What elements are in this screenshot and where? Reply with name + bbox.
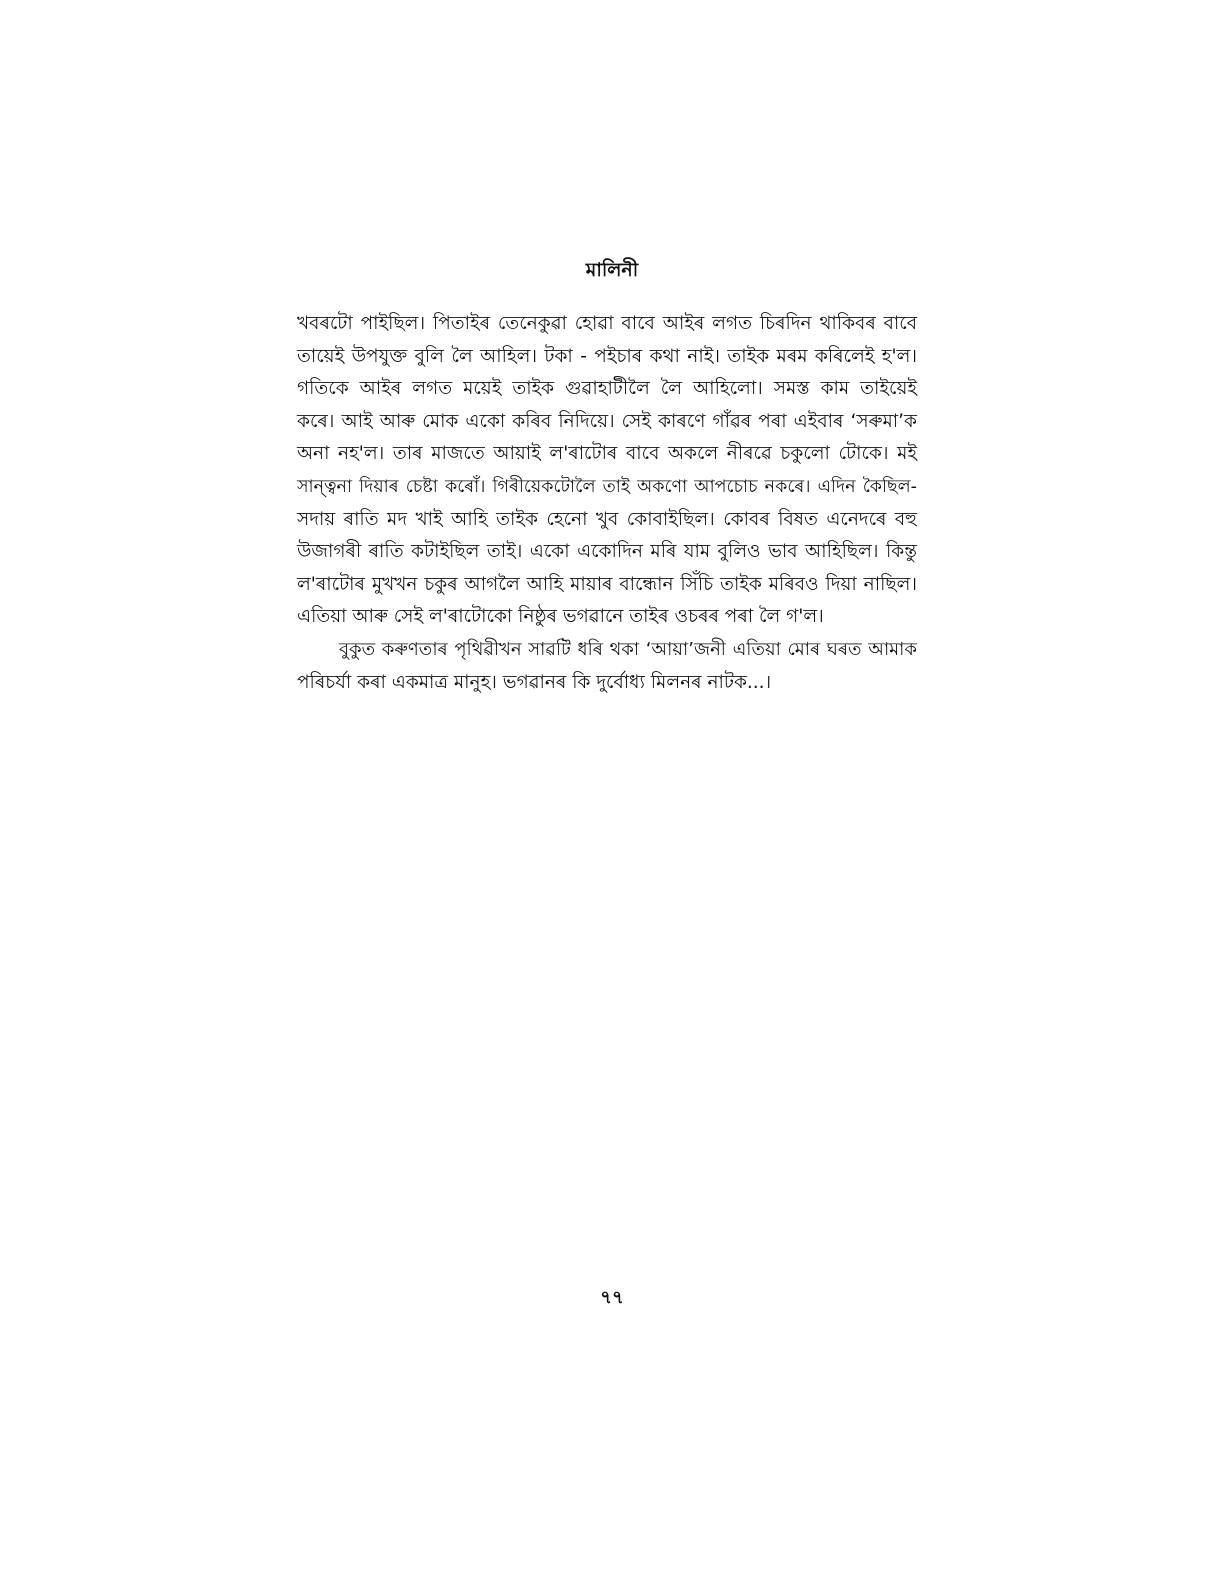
body-text xyxy=(297,308,917,699)
text-line: সদায় ৰাতি মদ খাই আহি তাইক হেনো খুব কোবাইছিল। কোবৰ বিষত এনেদৰে বহু xyxy=(297,508,917,530)
text-line: গতিকে আইৰ লগত ময়েই তাইক গুৱাহাটীলৈ লৈ আহিলো। সমস্ত কাম তাইয়েই xyxy=(297,378,917,400)
paragraph-1 xyxy=(297,308,917,634)
running-head-title: মালিনী xyxy=(585,259,639,281)
text-line: কৰে। আই আৰু মোক একো কৰিব নিদিয়ে। সেই কাৰণে গাঁৱৰ পৰা এইবাৰ ‘সৰুমা’ক xyxy=(297,410,917,432)
text-line: এতিয়া আৰু সেই ল'ৰাটোকো নিষ্ঠুৰ ভগৱানে তাইৰ ওচৰৰ পৰা লৈ গ'ল। xyxy=(297,606,824,628)
text-line: অনা নহ'ল। তাৰ মাজতে আয়াই ল'ৰাটোৰ বাবে অকলে নীৰৱে চকুলো টোকে। মই xyxy=(297,443,917,465)
paragraph-2 xyxy=(297,634,917,699)
text-line: উজাগৰী ৰাতি কটাইছিল তাই। একো একোদিন মৰি যাম বুলিও ভাব আহিছিল। কিন্তু xyxy=(297,541,917,563)
text-line: খবৰটো পাইছিল। পিতাইৰ তেনেকুৱা হোৱা বাবে আইৰ লগত চিৰদিন থাকিবৰ বাবে xyxy=(297,313,917,334)
text-line: ল'ৰাটোৰ মুখখন চকুৰ আগলৈ আহি মায়াৰ বান্ধোন সিঁচি তাইক মৰিবও দিয়া নাছিল। xyxy=(297,573,917,595)
text-line: সান্ত্বনা দিয়াৰ চেষ্টা কৰোঁ। গিৰীয়েকটোলৈ তাই অকণো আপচোচ নকৰে। এদিন কৈছিল- xyxy=(297,476,917,497)
text-line: বুকুত কৰুণতাৰ পৃথিৱীখন সাৱটি ধৰি থকা ‘আয়া’জনী এতিয়া মোৰ ঘৰত আমাক xyxy=(339,638,917,660)
page-number: ৭৭ xyxy=(600,1287,624,1308)
text-line: পৰিচৰ্যা কৰা একমাত্ৰ মানুহ। ভগৱানৰ কি দুৰ্বোধ্য মিলনৰ নাটক...। xyxy=(297,671,772,693)
text-line: তায়েই উপযুক্ত বুলি লৈ আহিল। টকা - পইচাৰ কথা নাই। তাইক মৰম কৰিলেই হ'ল। xyxy=(297,345,917,367)
